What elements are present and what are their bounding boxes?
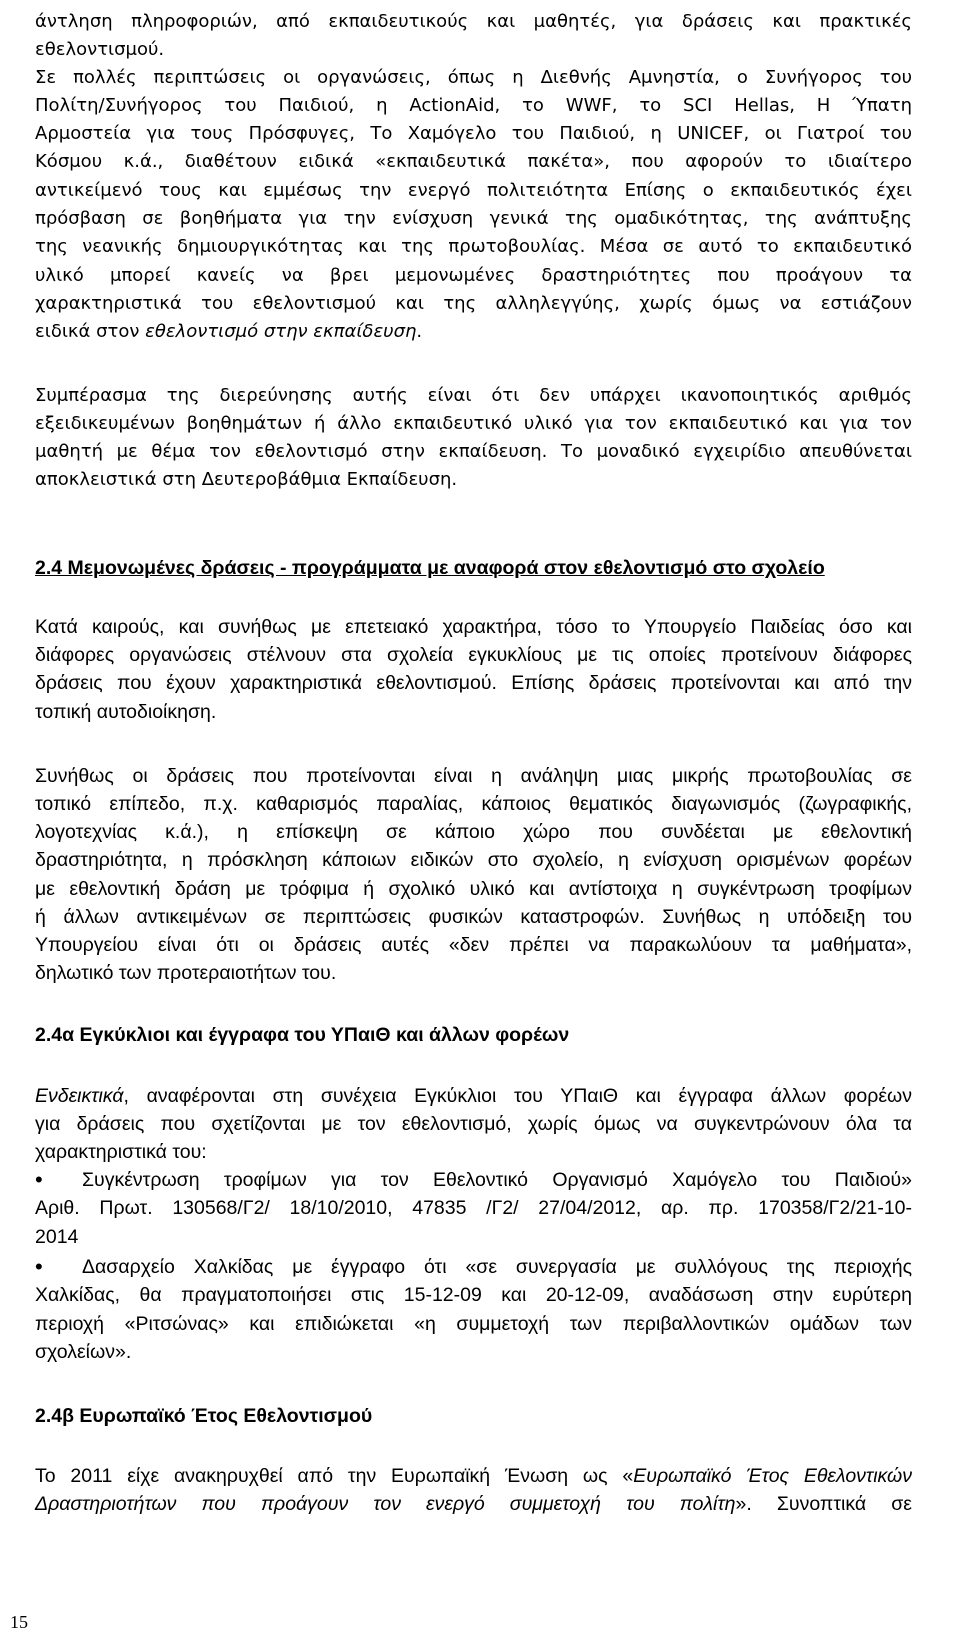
paragraph-line: εθελοντισμού. xyxy=(35,39,165,60)
paragraph-line: τοπική αυτοδιοίκηση. xyxy=(35,701,217,723)
paragraph-line: της νεανικής δημιουργικότητας και της πρωτοβουλίας. Μέσα σε αυτό το εκπαιδευτικό xyxy=(35,236,912,257)
paragraph-line: δράσεις που έχουν χαρακτηριστικά εθελοντισμού. Επίσης δράσεις προτείνονται και από την xyxy=(35,672,912,694)
paragraph-line: αποκλειστικά στη Δευτεροβάθμια Εκπαίδευση. xyxy=(35,469,458,490)
paragraph-line xyxy=(35,318,422,346)
paragraph-line: δηλωτικό των προτεραιοτήτων του. xyxy=(35,962,337,984)
paragraph-line: διάφορες οργανώσεις στέλνουν στα σχολεία εγκυκλίους με τις οποίες προτείνουν διάφορες xyxy=(35,644,912,666)
text-run: , αναφέρονται στη συνέχεια Εγκύκλιοι του ΥΠαιΘ και έγγραφα άλλων φορέων xyxy=(123,1085,912,1107)
paragraph-line: λογοτεχνίας κ.ά.), η επίσκεψη σε κάποιο χώρο που συνδέεται με εθελοντική xyxy=(35,821,912,843)
italic-text: εθελοντισμό στην εκπαίδευση xyxy=(145,321,417,342)
paragraph-line: εξειδικευμένων βοηθημάτων ή άλλο εκπαιδευτικό υλικό για τον εκπαιδευτικό και για τον xyxy=(35,413,912,434)
italic-text: Ευρωπαϊκό Έτος Εθελοντικών xyxy=(633,1465,912,1487)
paragraph-line: χαρακτηριστικά του εθελοντισμού και της αλληλεγγύης, χωρίς όμως να εστιάζουν xyxy=(35,293,912,314)
paragraph-line xyxy=(35,1490,912,1518)
text-run: . xyxy=(416,321,423,342)
paragraph-line: άντληση πληροφοριών, από εκπαιδευτικούς και μαθητές, για δράσεις και πρακτικές xyxy=(35,11,912,32)
text-run: ». Συνοπτικά σε xyxy=(735,1493,913,1515)
paragraph-line: Συμπέρασμα της διερεύνησης αυτής είναι ότι δεν υπάρχει ικανοποιητικός αριθμός xyxy=(35,385,912,406)
text-run: Το 2011 είχε ανακηρυχθεί από την Ευρωπαϊκή Ένωση ως « xyxy=(35,1465,634,1487)
paragraph-line: για δράσεις που σχετίζονται με τον εθελοντισμό, χωρίς όμως να συγκεντρώνουν όλα τα xyxy=(35,1113,912,1135)
italic-text: Ενδεικτικά xyxy=(35,1085,124,1107)
list-item-line: Αριθ. Πρωτ. 130568/Γ2/ 18/10/2010, 47835 /Γ2/ 27/04/2012, αρ. πρ. 170358/Γ2/21-10- xyxy=(35,1197,912,1219)
paragraph-line: υλικό μπορεί κανείς να βρει μεμονωμένες δραστηριότητες που προάγουν τα xyxy=(35,265,912,286)
paragraph-line: ή άλλων αντικειμένων σε περιπτώσεις φυσικών καταστροφών. Συνήθως η υπόδειξη του xyxy=(35,906,912,928)
text-run: ειδικά στον xyxy=(35,321,146,342)
section-heading: 2.4α Εγκύκλιοι και έγγραφα του ΥΠαιΘ και άλλων φορέων xyxy=(35,1024,570,1046)
list-item-line: Χαλκίδας, θα πραγματοποιήσει στις 15-12-09 και 20-12-09, αναδάσωση στην ευρύτερη xyxy=(35,1284,912,1306)
paragraph-line xyxy=(35,1462,912,1490)
bullet-icon: • xyxy=(35,1254,43,1279)
section-heading: 2.4 Μεμονωμένες δράσεις - προγράμματα με αναφορά στον εθελοντισμό στο σχολείο xyxy=(35,557,825,579)
paragraph-line: πρόσβαση σε βοηθήματα για την ενίσχυση γενικά της ομαδικότητας, της ανάπτυξης xyxy=(35,208,912,229)
bullet-icon: • xyxy=(35,1167,43,1192)
paragraph-line: αντικείμενό τους και εμμέσως την ενεργό πολιτειότητα Επίσης ο εκπαιδευτικός έχει xyxy=(35,180,912,201)
paragraph-line: δραστηριότητα, η πρόσκληση κάποιων ειδικών στο σχολείο, η ενίσχυση ορισμένων φορέων xyxy=(35,849,912,871)
list-item-line: Δασαρχείο Χαλκίδας με έγγραφο ότι «σε συνεργασία με συλλόγους της περιοχής xyxy=(82,1256,912,1278)
section-heading: 2.4β Ευρωπαϊκό Έτος Εθελοντισμού xyxy=(35,1405,373,1427)
paragraph-line xyxy=(35,1082,912,1110)
paragraph-line: Κατά καιρούς, και συνήθως με επετειακό χαρακτήρα, τόσο το Υπουργείο Παιδείας όσο και xyxy=(35,616,912,638)
list-item-line: 2014 xyxy=(35,1226,79,1248)
paragraph-line: Υπουργείου είναι ότι οι δράσεις αυτές «δεν πρέπει να παρακωλύουν τα μαθήματα», xyxy=(35,934,912,956)
paragraph-line: μαθητή με θέμα τον εθελοντισμό στην εκπαίδευση. Το μοναδικό εγχειρίδιο απευθύνεται xyxy=(35,441,912,462)
paragraph-line: Αρμοστεία για τους Πρόσφυγες, Το Χαμόγελο του Παιδιού, η UNICEF, οι Γιατροί του xyxy=(35,123,912,144)
list-item-line: σχολείων». xyxy=(35,1341,132,1363)
list-item-line: περιοχή «Ριτσώνας» και επιδιώκεται «η συμμετοχή των περιβαλλοντικών ομάδων των xyxy=(35,1313,912,1335)
paragraph-line: Πολίτη/Συνήγορος του Παιδιού, η ActionAid, το WWF, το SCI Hellas, H Ύπατη xyxy=(35,95,912,116)
paragraph-line: Σε πολλές περιπτώσεις οι οργανώσεις, όπως η Διεθνής Αμνηστία, ο Συνήγορος του xyxy=(35,67,912,88)
paragraph-line: με εθελοντική δράση με τρόφιμα ή σχολικό υλικό και αντίστοιχα η συγκέντρωση τροφίμων xyxy=(35,878,912,900)
italic-text: Δραστηριοτήτων που προάγουν τον ενεργό συμμετοχή του πολίτη xyxy=(35,1493,736,1515)
paragraph-line: τοπικό επίπεδο, π.χ. καθαρισμός παραλίας, κάποιος θεματικός διαγωνισμός (ζωγραφικής, xyxy=(35,793,912,815)
page-number: 15 xyxy=(10,1612,28,1632)
list-item-line: Συγκέντρωση τροφίμων για τον Εθελοντικό Οργανισμό Χαμόγελο του Παιδιού» xyxy=(82,1169,912,1191)
paragraph-line: χαρακτηριστικά του: xyxy=(35,1141,207,1163)
paragraph-line: Κόσμου κ.ά., διαθέτουν ειδικά «εκπαιδευτικά πακέτα», που αφορούν το ιδιαίτερο xyxy=(35,151,912,172)
paragraph-line: Συνήθως οι δράσεις που προτείνονται είναι η ανάληψη μιας μικρής πρωτοβουλίας σε xyxy=(35,765,912,787)
